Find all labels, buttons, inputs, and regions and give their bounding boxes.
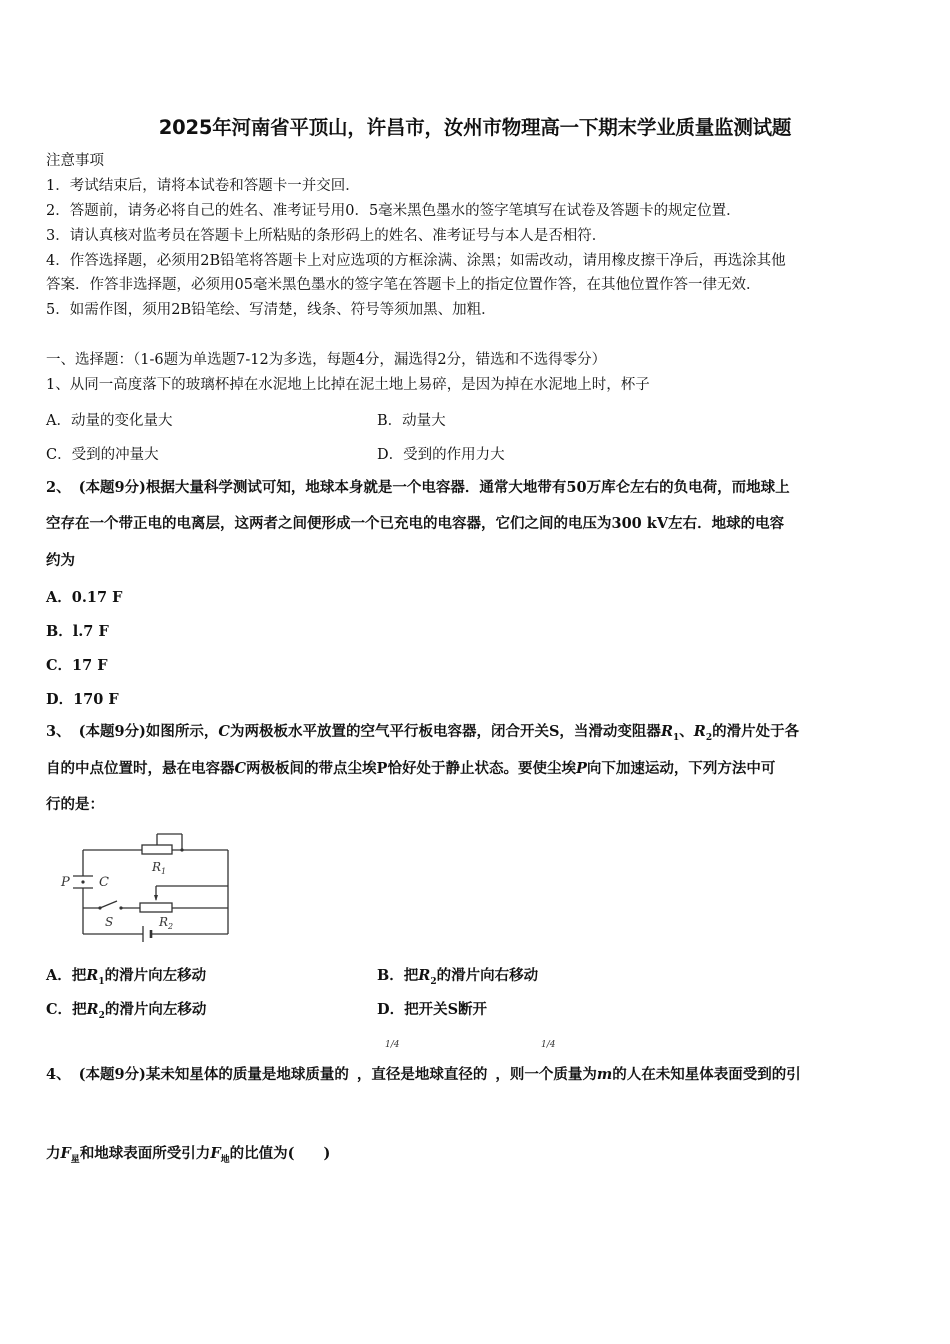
question-text: ，则一个质量为	[495, 1066, 597, 1083]
question-text: 自的中点位置时，悬在电容器	[46, 760, 235, 777]
notice-item: 答案．作答非选择题，必须用05毫米黑色墨水的签字笔在答题卡上的指定位置作答，在其他位置作答一律无效．	[46, 277, 761, 293]
question-text: (本题9分)根据大量科学测试可知，地球本身就是一个电容器．通常大地带有50万库仑左右的负电荷，而地球上	[78, 479, 790, 496]
question-4-stem-line2	[46, 1144, 330, 1170]
force-symbol: F	[60, 1145, 71, 1162]
question-text: ，直径是地球直径的	[356, 1066, 488, 1083]
particle-symbol: P	[575, 760, 587, 777]
option-text: 的滑片向左移动	[104, 967, 207, 984]
question-text: (本题9分)某未知星体的质量是地球质量的	[78, 1066, 349, 1083]
notice-item: 1．考试结束后，请将本试卷和答题卡一并交回．	[46, 178, 360, 194]
fraction-one-quarter: 1/4	[385, 1040, 400, 1050]
label-r1: R	[152, 860, 162, 874]
resistor-r1-symbol: R	[660, 723, 673, 740]
question-3-stem-line1	[46, 722, 799, 748]
question-number: 2、	[46, 479, 71, 496]
q2-option-d: D．170 F	[46, 691, 119, 708]
question-text: 和地球表面所受引力	[79, 1145, 211, 1162]
question-text: 的滑片处于各	[712, 723, 800, 740]
fraction-one-quarter: 1/4	[541, 1040, 556, 1050]
resistor-symbol: R	[86, 967, 99, 984]
notice-heading: 注意事项	[46, 153, 104, 169]
resistor-symbol: R	[418, 967, 431, 984]
notice-item: 4．作答选择题，必须用2B铅笔将答题卡上对应选项的方框涂满、涂黑；如需改动，请用橡皮擦干净后，再选涂其他	[46, 253, 786, 269]
separator: 、	[679, 723, 694, 740]
label-r2-sub: 2	[168, 922, 174, 931]
question-text: 的比值为( )	[229, 1145, 331, 1162]
resistor-r2-symbol: R	[693, 723, 706, 740]
question-text: 向下加速运动，下列方法中可	[586, 760, 776, 777]
option-text: B．把	[377, 967, 419, 984]
label-c: C	[99, 875, 109, 890]
label-s: S	[105, 915, 114, 929]
subscript: 星	[70, 1154, 80, 1165]
q3-option-d: D．把开关S断开	[377, 1001, 488, 1018]
notice-item: 2．答题前，请务必将自己的姓名、准考证号用0．5毫米黑色墨水的签字笔填写在试卷及答题卡的规定位置．	[46, 203, 741, 219]
circuit-diagram	[55, 828, 240, 946]
question-text: 两极板间的带点尘埃P恰好处于静止状态。要使尘埃	[246, 760, 576, 777]
q2-option-b: B．l.7 F	[46, 623, 109, 640]
subscript: 1	[673, 732, 680, 743]
page-title: 2025年河南省平顶山，许昌市，汝州市物理高一下期末学业质量监测试题	[158, 116, 792, 139]
subscript: 2	[98, 1010, 105, 1021]
q1-option-c: C．受到的冲量大	[46, 447, 159, 463]
question-2-stem-line1	[46, 478, 790, 498]
capacitor-symbol: C	[218, 723, 230, 740]
capacitor-symbol: C	[234, 760, 247, 777]
q1-option-b: B．动量大	[377, 413, 446, 429]
subscript: 1	[98, 976, 105, 987]
question-text: 为两极板水平放置的空气平行板电容器，闭合开关S，当滑动变阻器	[229, 723, 661, 740]
question-1-stem: 1、从同一高度落下的玻璃杯掉在水泥地上比掉在泥土地上易碎，是因为掉在水泥地上时，杯子	[46, 377, 650, 393]
q3-option-a	[46, 964, 206, 987]
option-text: A．把	[46, 967, 87, 984]
q1-option-d: D．受到的作用力大	[377, 447, 505, 463]
notice-item: 5．如需作图，须用2B铅笔绘、写清楚，线条、符号等须加黑、加粗．	[46, 302, 496, 318]
resistor-symbol: R	[86, 1001, 99, 1018]
question-text: (本题9分)如图所示，	[78, 723, 219, 740]
question-2-stem-line2: 空存在一个带正电的电离层，这两者之间便形成一个已充电的电容器，它们之间的电压为300 kV左右．地球的电容	[46, 515, 785, 532]
q1-option-a: A．动量的变化量大	[46, 413, 173, 429]
label-r2: R	[159, 915, 169, 929]
label-p: P	[61, 875, 70, 890]
q3-option-b	[377, 964, 538, 987]
question-number: 4、	[46, 1066, 71, 1083]
question-number: 3、	[46, 723, 71, 740]
question-2-stem-line3: 约为	[46, 552, 75, 569]
subscript: 2	[430, 976, 437, 987]
subscript: 地	[220, 1154, 230, 1165]
q3-option-c	[46, 998, 206, 1021]
subscript: 2	[705, 732, 713, 743]
force-symbol: F	[210, 1145, 221, 1162]
section-heading: 一、选择题：（1-6题为单选题7-12为多选，每题4分，漏选得2分，错选和不选得零分）	[46, 352, 607, 368]
question-4-stem-line1	[46, 1065, 801, 1085]
q2-option-a: A．0.17 F	[46, 589, 123, 606]
notice-item: 3．请认真核对监考员在答题卡上所粘贴的条形码上的姓名、准考证号与本人是否相符．	[46, 228, 607, 244]
question-text: 力	[46, 1145, 61, 1162]
question-3-stem-line3: 行的是：	[46, 796, 104, 813]
question-text: 的人在未知星体表面受到的引	[612, 1066, 801, 1083]
option-text: 的滑片向左移动	[104, 1001, 207, 1018]
option-text: C．把	[46, 1001, 87, 1018]
option-text: 的滑片向右移动	[436, 967, 539, 984]
q2-option-c: C．17 F	[46, 657, 108, 674]
question-3-stem-line2	[46, 759, 775, 779]
mass-symbol: m	[596, 1066, 613, 1083]
label-r1-sub: 1	[161, 867, 167, 876]
